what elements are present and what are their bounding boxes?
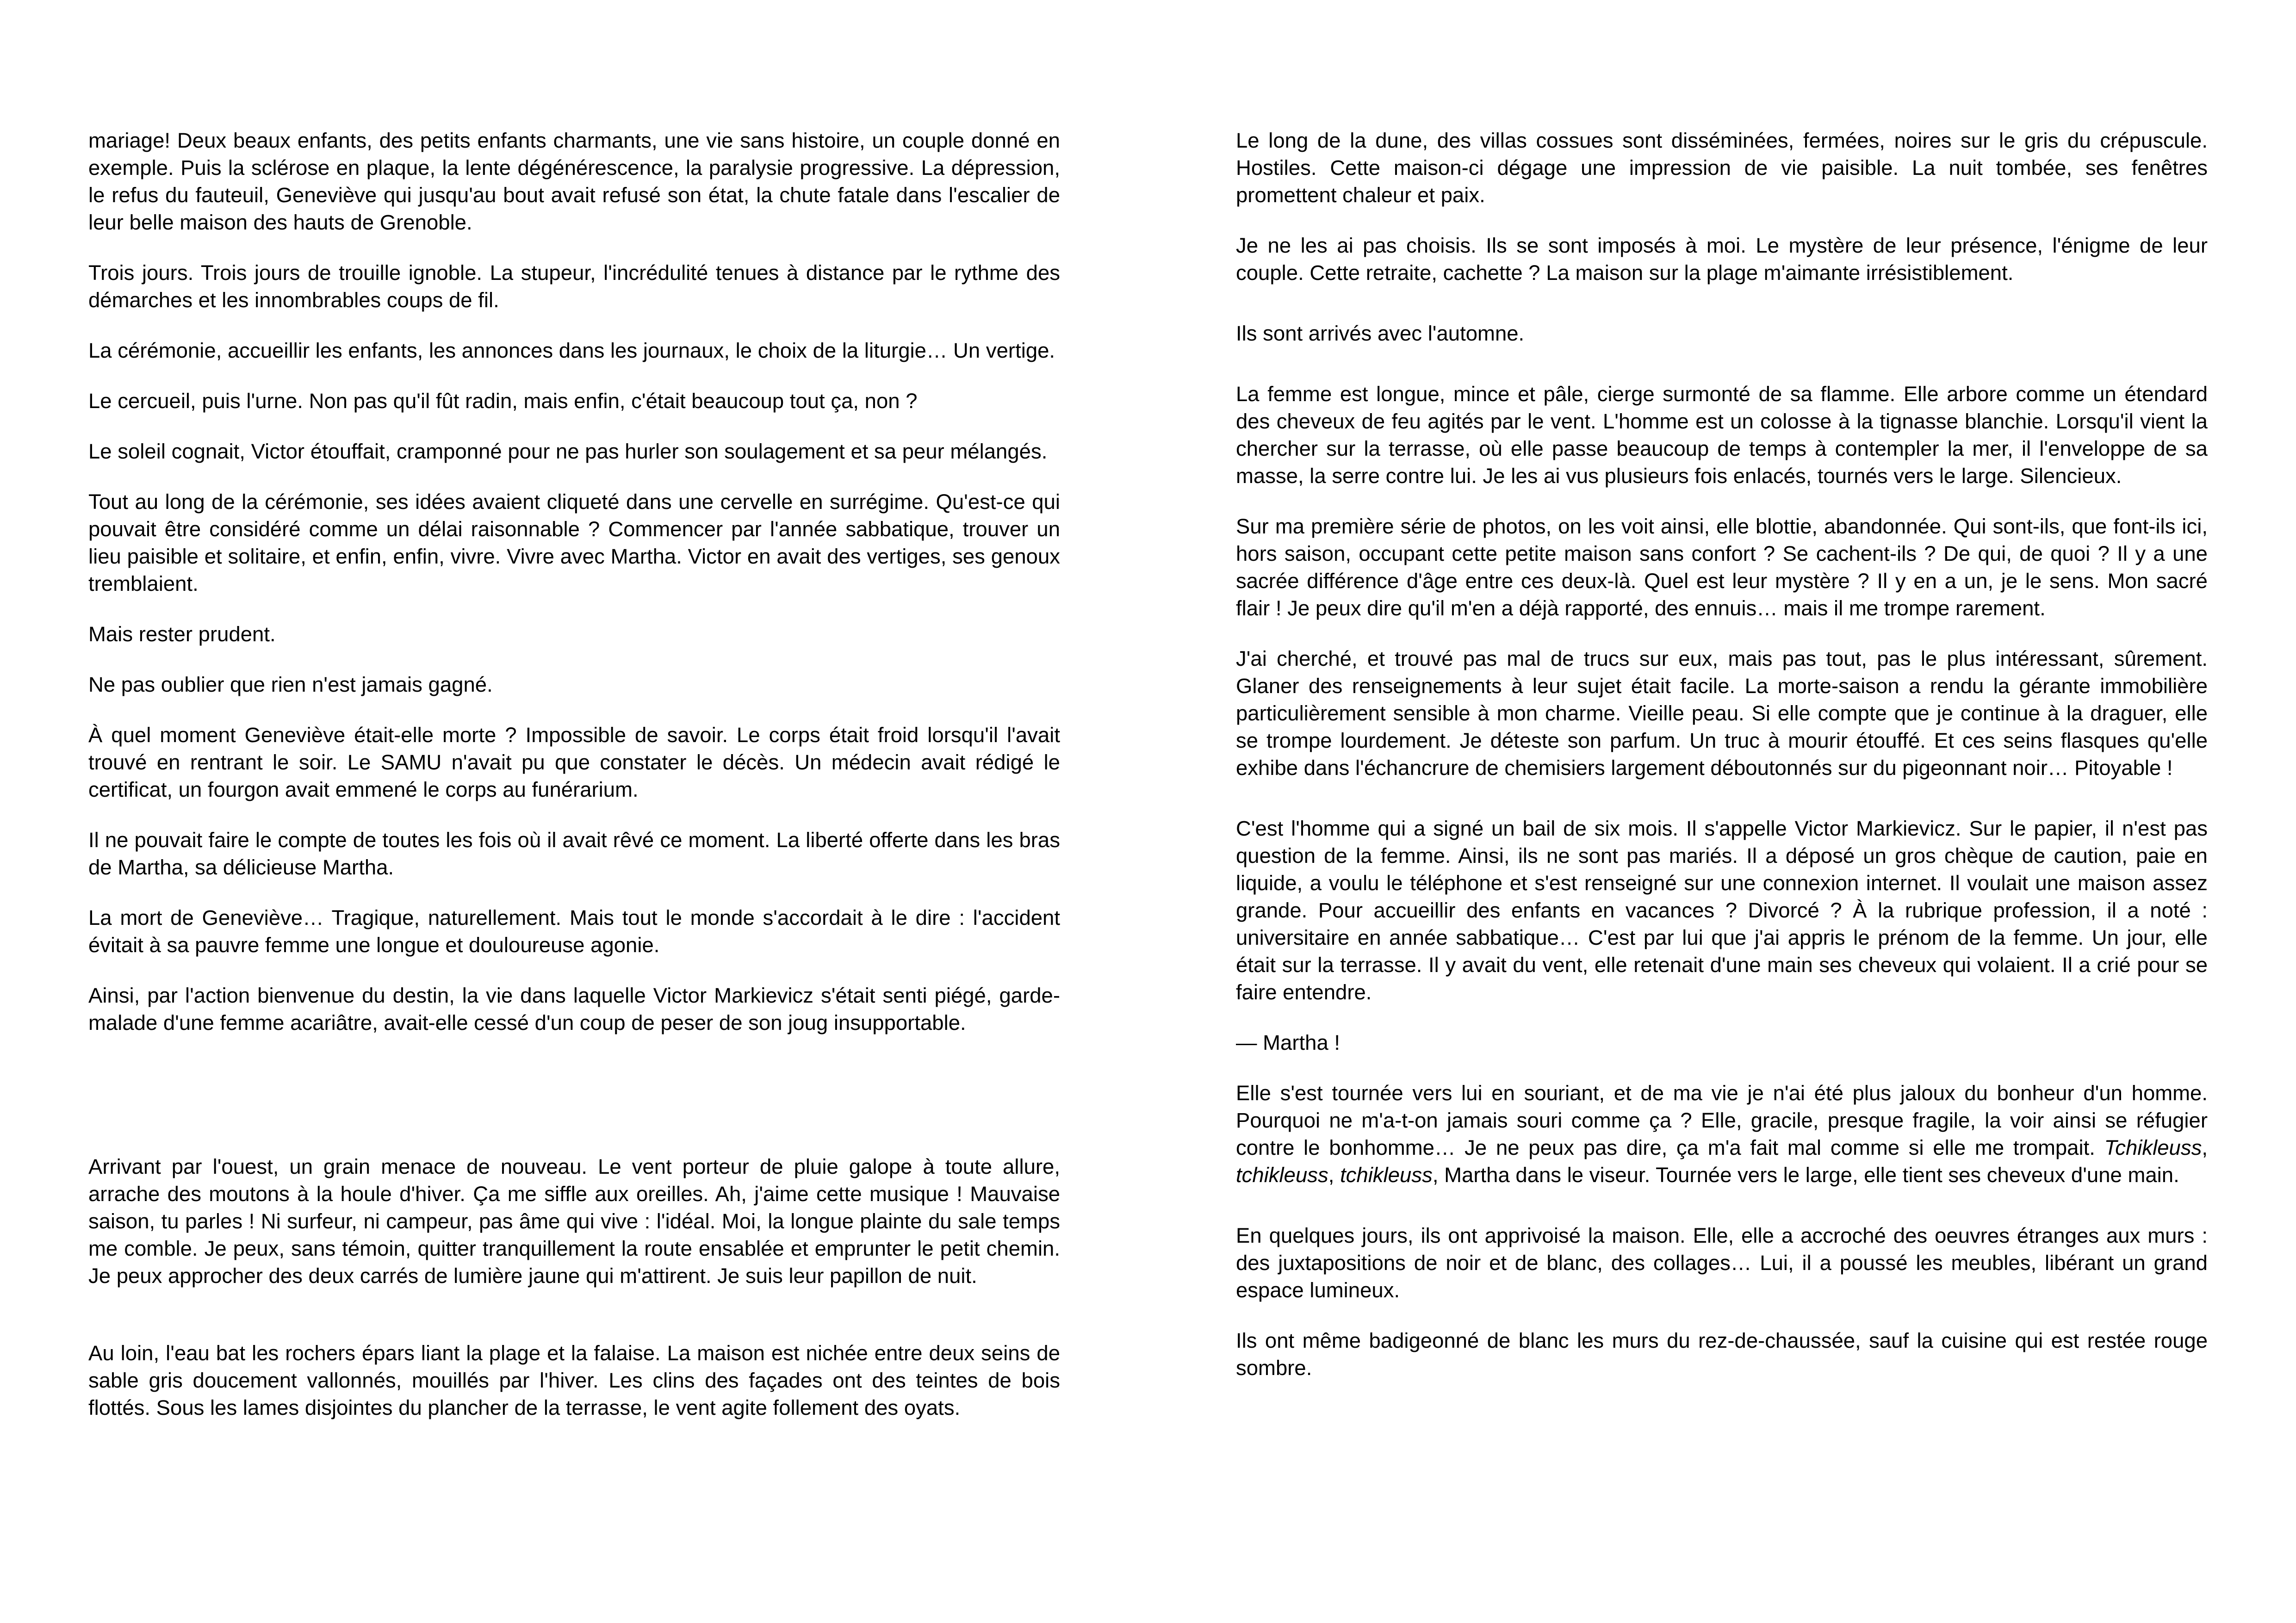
paragraph: Arrivant par l'ouest, un grain menace de nouveau. Le vent porteur de pluie galope à toute allure, arrache des moutons à la houle d'hiver. Ça me siffle aux oreilles. Ah, j'aime cette musique ! Mauvaise saison, tu parles ! Ni surfeur, ni campeur, pas âme qui vive : l'idéal. Moi, la longue plainte du sale temps me comble. Je peux, sans témoin, quitter tranquillement la route ensablée et emprunter le petit chemin. Je peux approcher des deux carrés de lumière jaune qui m'attirent. Je suis leur papillon de nuit.	[88, 1155, 1060, 1288]
dialogue-line: — Martha !	[1236, 1031, 1340, 1054]
paragraph-text: ,	[2202, 1136, 2208, 1159]
paragraph: Ne pas oublier que rien n'est jamais gagné.	[88, 673, 493, 696]
left-page-text-column	[88, 127, 1060, 1444]
italic-onomatopoeia: Tchikleuss	[2104, 1136, 2202, 1159]
right-page-text-column	[1236, 127, 2208, 1405]
paragraph: La femme est longue, mince et pâle, cierge surmonté de sa flamme. Elle arbore comme un étendard des cheveux de feu agités par le vent. L'homme est un colosse à la tignasse blanchie. Lorsqu'il vient la chercher sur la terrasse, où elle passe beaucoup de temps à contempler la mer, il l'enveloppe de sa masse, la serre contre lui. Je les ai vus plusieurs fois enlacés, tournés vers le large. Silencieux.	[1236, 382, 2208, 488]
paragraph: Le cercueil, puis l'urne. Non pas qu'il fût radin, mais enfin, c'était beaucoup tout ça, non ?	[88, 389, 918, 413]
paragraph: Le soleil cognait, Victor étouffait, cramponné pour ne pas hurler son soulagement et sa peur mélangés.	[88, 440, 1048, 463]
paragraph: La cérémonie, accueillir les enfants, les annonces dans les journaux, le choix de la liturgie… Un vertige.	[88, 339, 1055, 362]
italic-onomatopoeia: tchikleuss	[1340, 1163, 1433, 1187]
paragraph: mariage! Deux beaux enfants, des petits enfants charmants, une vie sans histoire, un couple donné en exemple. Puis la sclérose en plaque, la lente dégénérescence, la paralysie progressive. La dépression, le refus du fauteuil, Geneviève qui jusqu'au bout avait refusé son état, la chute fatale dans l'escalier de leur belle maison des hauts de Grenoble.	[88, 129, 1060, 234]
paragraph: Sur ma première série de photos, on les voit ainsi, elle blottie, abandonnée. Qui sont-ils, que font-ils ici, hors saison, occupant cette petite maison sans confort ? Se cachent-ils ? De qui, de quoi ? Il y a une sacrée différence d'âge entre ces deux-là. Quel est leur mystère ? Il y en a un, je le sens. Mon sacré flair ! Je peux dire qu'il m'en a déjà rapporté, des ennuis… mais il me trompe rarement.	[1236, 514, 2208, 620]
italic-onomatopoeia: tchikleuss	[1236, 1163, 1328, 1187]
paragraph-text: ,	[1328, 1163, 1340, 1187]
paragraph: Trois jours. Trois jours de trouille ignoble. La stupeur, l'incrédulité tenues à distance par le rythme des démarches et les innombrables coups de fil.	[88, 261, 1060, 312]
paragraph-text: Elle s'est tournée vers lui en souriant, et de ma vie je n'ai été plus jaloux du bonheur d'un homme. Pourquoi ne m'a-t-on jamais souri comme ça ? Elle, gracile, presque fragile, la voir ainsi se réfugier contre le bonhomme… Je ne peux pas dire, ça m'a fait mal comme si elle me trompait.	[1236, 1081, 2208, 1159]
paragraph	[1236, 1079, 2208, 1189]
paragraph: Au loin, l'eau bat les rochers épars liant la plage et la falaise. La maison est nichée entre deux seins de sable gris doucement vallonnés, mouillés par l'hiver. Les clins des façades ont des teintes de bois flottés. Sous les lames disjointes du plancher de la terrasse, le vent agite follement des oyats.	[88, 1341, 1060, 1419]
paragraph: Il ne pouvait faire le compte de toutes les fois où il avait rêvé ce moment. La liberté offerte dans les bras de Martha, sa délicieuse Martha.	[88, 828, 1060, 879]
paragraph: La mort de Geneviève… Tragique, naturellement. Mais tout le monde s'accordait à le dire : l'accident évitait à sa pauvre femme une longue et douloureuse agonie.	[88, 906, 1060, 957]
paragraph-text: , Martha dans le viseur. Tournée vers le large, elle tient ses cheveux d'une main.	[1432, 1163, 2179, 1187]
paragraph: Je ne les ai pas choisis. Ils se sont imposés à moi. Le mystère de leur présence, l'énigme de leur couple. Cette retraite, cachette ? La maison sur la plage m'aimante irrésistiblement.	[1236, 234, 2208, 285]
paragraph: Mais rester prudent.	[88, 622, 276, 646]
paragraph: Le long de la dune, des villas cossues sont disséminées, fermées, noires sur le gris du crépuscule. Hostiles. Cette maison-ci dégage une impression de vie paisible. La nuit tombée, ses fenêtres promettent chaleur et paix.	[1236, 129, 2208, 207]
paragraph: Tout au long de la cérémonie, ses idées avaient cliqueté dans une cervelle en surrégime. Qu'est-ce qui pouvait être considéré comme un délai raisonnable ? Commencer par l'année sabbatique, trouver un lieu paisible et solitaire, et enfin, enfin, vivre. Vivre avec Martha. Victor en avait des vertiges, ses genoux tremblaient.	[88, 490, 1060, 595]
right-page	[1148, 0, 2296, 1623]
paragraph: En quelques jours, ils ont apprivoisé la maison. Elle, elle a accroché des oeuvres étranges aux murs : des juxtapositions de noir et de blanc, des collages… Lui, il a poussé les meubles, libérant un grand espace lumineux.	[1236, 1224, 2208, 1302]
paragraph: À quel moment Geneviève était-elle morte ? Impossible de savoir. Le corps était froid lorsqu'il l'avait trouvé en rentrant le soir. Le SAMU n'avait pu que constater le décès. Un médecin avait rédigé le certificat, un fourgon avait emmené le corps au funérarium.	[88, 723, 1060, 801]
paragraph: Ils sont arrivés avec l'automne.	[1236, 322, 1525, 345]
paragraph: C'est l'homme qui a signé un bail de six mois. Il s'appelle Victor Markievicz. Sur le papier, il n'est pas question de la femme. Ainsi, ils ne sont pas mariés. Il a déposé un gros chèque de caution, paie en liquide, a voulu le téléphone et s'est renseigné sur une connexion internet. Il voulait une maison assez grande. Pour accueillir des enfants en vacances ? Divorcé ? À la rubrique profession, il a noté : universitaire en année sabbatique… C'est par lui que j'ai appris le prénom de la femme. Un jour, elle était sur la terrasse. Il y avait du vent, elle retenait d'une main ses cheveux qui volaient. Il a crié pour se faire entendre.	[1236, 817, 2208, 1004]
paragraph: J'ai cherché, et trouvé pas mal de trucs sur eux, mais pas tout, pas le plus intéressant, sûrement. Glaner des renseignements à leur sujet était facile. La morte-saison a rendu la gérante immobilière particulièrement sensible à mon charme. Vieille peau. Si elle compte que je continue à la draguer, elle se trompe lourdement. Je déteste son parfum. Un truc à mourir étouffé. Et ces seins flasques qu'elle exhibe dans l'échancrure de chemisiers largement déboutonnés sur du pigeonnant noir… Pitoyable !	[1236, 647, 2208, 780]
paragraph: Ainsi, par l'action bienvenue du destin, la vie dans laquelle Victor Markievicz s'était senti piégé, garde-malade d'une femme acariâtre, avait-elle cessé d'un coup de peser de son joug insupportable.	[88, 984, 1060, 1035]
paragraph: Ils ont même badigeonné de blanc les murs du rez-de-chaussée, sauf la cuisine qui est restée rouge sombre.	[1236, 1329, 2208, 1380]
